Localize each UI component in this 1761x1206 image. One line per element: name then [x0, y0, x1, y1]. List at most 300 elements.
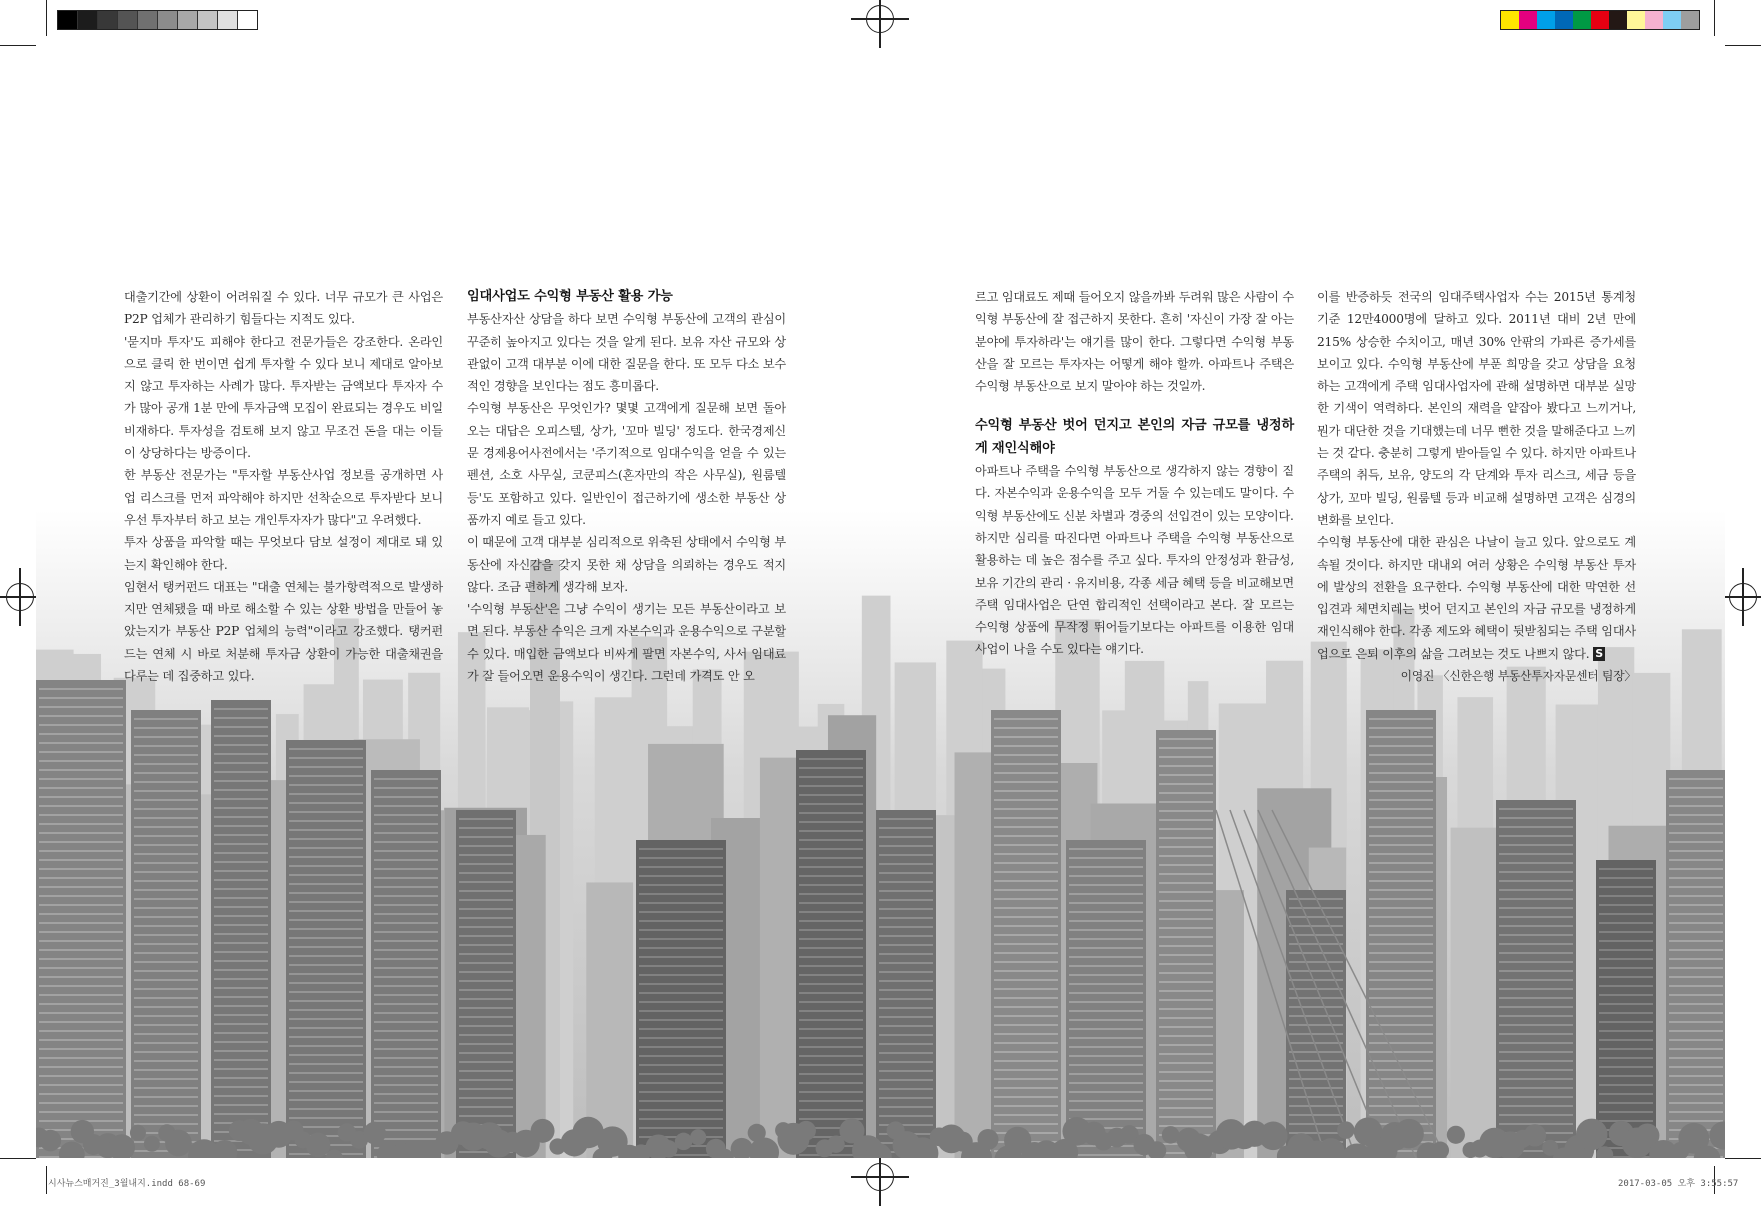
building-window-row: [459, 953, 513, 955]
building-window-row: [1669, 1039, 1723, 1041]
building-window-row: [994, 898, 1058, 900]
building-window-row: [1499, 898, 1573, 900]
building-window-row: [289, 1081, 363, 1083]
building-window-row: [214, 1095, 268, 1097]
building-window-row: [374, 976, 438, 978]
building-window-row: [214, 1050, 268, 1052]
foreground-building: [1666, 770, 1725, 1158]
building-window-row: [134, 862, 198, 864]
article-column-2: [467, 286, 786, 687]
tree-canopy: [796, 1121, 816, 1141]
building-window-row: [1499, 889, 1573, 891]
building-window-row: [1669, 805, 1723, 807]
building-window-row: [1069, 902, 1143, 904]
building-window-row: [639, 1109, 723, 1111]
building-window-row: [1369, 790, 1433, 792]
building-window-row: [459, 827, 513, 829]
building-window-row: [1159, 828, 1213, 830]
building-window-row: [39, 1057, 123, 1059]
building-window-row: [289, 811, 363, 813]
building-window-row: [39, 1066, 123, 1068]
building-window-row: [289, 775, 363, 777]
building-window-row: [459, 917, 513, 919]
building-window-row: [134, 808, 198, 810]
building-window-row: [374, 850, 438, 852]
building-window-row: [994, 1105, 1058, 1107]
tree-canopy: [675, 1133, 692, 1150]
building-window-row: [1499, 1060, 1573, 1062]
building-window-row: [1499, 808, 1573, 810]
foreground-building: [211, 700, 271, 1158]
foreground-building: [371, 770, 441, 1158]
building-window-row: [639, 1073, 723, 1075]
building-window-row: [994, 970, 1058, 972]
building-window-row: [214, 1113, 268, 1115]
building-window-row: [1369, 745, 1433, 747]
building-window-row: [134, 970, 198, 972]
building-window-row: [1499, 1024, 1573, 1026]
building-window-row: [1369, 1096, 1433, 1098]
building-window-row: [1369, 970, 1433, 972]
building-window-row: [39, 886, 123, 888]
building-window-row: [214, 852, 268, 854]
building-window-row: [1499, 1105, 1573, 1107]
building-window-row: [214, 915, 268, 917]
building-window-row: [1369, 925, 1433, 927]
tree-canopy: [40, 1130, 62, 1152]
building-window-row: [1289, 1006, 1343, 1008]
building-window-row: [1499, 1078, 1573, 1080]
building-window-row: [799, 983, 863, 985]
building-window-row: [1669, 940, 1723, 942]
building-window-row: [1599, 1111, 1653, 1113]
building-window-row: [134, 799, 198, 801]
building-window-row: [1369, 826, 1433, 828]
building-window-row: [1069, 1100, 1143, 1102]
building-window-row: [1599, 886, 1653, 888]
building-window-row: [994, 907, 1058, 909]
building-window-row: [1369, 853, 1433, 855]
building-window-row: [214, 708, 268, 710]
building-window-row: [374, 832, 438, 834]
building-window-row: [1069, 1154, 1143, 1156]
building-window-row: [374, 805, 438, 807]
gray-swatch: [118, 11, 138, 29]
building-window-row: [799, 1091, 863, 1093]
building-window-row: [994, 934, 1058, 936]
building-window-row: [879, 944, 933, 946]
building-window-row: [1159, 765, 1213, 767]
building-window-row: [374, 1075, 438, 1077]
building-window-row: [459, 1061, 513, 1063]
building-window-row: [39, 742, 123, 744]
building-window-row: [1599, 895, 1653, 897]
building-window-row: [214, 807, 268, 809]
building-window-row: [1499, 871, 1573, 873]
building-window-row: [134, 736, 198, 738]
building-window-row: [39, 733, 123, 735]
building-window-row: [459, 1079, 513, 1081]
building-window-row: [39, 1048, 123, 1050]
building-window-row: [39, 1093, 123, 1095]
building-window-row: [134, 1060, 198, 1062]
building-window-row: [799, 767, 863, 769]
building-window-row: [879, 881, 933, 883]
building-window-row: [39, 1021, 123, 1023]
building-window-row: [134, 889, 198, 891]
crop-mark: [46, 1166, 47, 1194]
building-window-row: [374, 1021, 438, 1023]
building-window-row: [1069, 848, 1143, 850]
building-window-row: [1499, 979, 1573, 981]
building-window-row: [1069, 974, 1143, 976]
building-window-row: [1499, 907, 1573, 909]
building-window-row: [1669, 1093, 1723, 1095]
building-window-row: [134, 1114, 198, 1116]
building-window-row: [994, 754, 1058, 756]
building-window-row: [1069, 866, 1143, 868]
building-window-row: [799, 1028, 863, 1030]
building-window-row: [1669, 1102, 1723, 1104]
building-window-row: [1499, 1042, 1573, 1044]
building-window-row: [879, 908, 933, 910]
building-window-row: [1599, 1039, 1653, 1041]
building-window-row: [639, 1037, 723, 1039]
building-window-row: [1069, 938, 1143, 940]
building-window-row: [134, 1105, 198, 1107]
building-window-row: [994, 817, 1058, 819]
building-window-row: [1599, 868, 1653, 870]
building-window-row: [1159, 990, 1213, 992]
building-window-row: [39, 1075, 123, 1077]
building-window-row: [289, 1063, 363, 1065]
building-window-row: [39, 949, 123, 951]
body-paragraph: 대출기간에 상환이 어려워질 수 있다. 너무 규모가 큰 사업은 P2P 업체가 관리하기 힘들다는 지적도 있다.: [124, 290, 443, 327]
building-window-row: [134, 925, 198, 927]
foreground-building: [796, 750, 866, 1158]
building-window-row: [39, 760, 123, 762]
building-window-row: [134, 988, 198, 990]
building-window-row: [214, 1086, 268, 1088]
building-window-row: [799, 857, 863, 859]
building-window-row: [39, 778, 123, 780]
building-window-row: [1669, 868, 1723, 870]
building-window-row: [1499, 817, 1573, 819]
building-window-row: [134, 772, 198, 774]
building-window-row: [1669, 832, 1723, 834]
building-window-row: [1669, 913, 1723, 915]
building-window-row: [289, 892, 363, 894]
building-window-row: [289, 928, 363, 930]
building-window-row: [799, 1010, 863, 1012]
building-window-row: [214, 816, 268, 818]
building-window-row: [879, 1088, 933, 1090]
building-window-row: [1599, 877, 1653, 879]
color-swatch: [1627, 11, 1645, 29]
building-window-row: [879, 926, 933, 928]
building-window-row: [994, 943, 1058, 945]
building-window-row: [1369, 979, 1433, 981]
building-window-row: [994, 1024, 1058, 1026]
building-window-row: [1669, 994, 1723, 996]
building-window-row: [1369, 808, 1433, 810]
building-window-row: [1159, 864, 1213, 866]
building-window-row: [1499, 862, 1573, 864]
tree-canopy: [1394, 1119, 1424, 1149]
building-window-row: [1669, 895, 1723, 897]
building-window-row: [374, 1093, 438, 1095]
body-paragraph: 하지만 심리를 따진다면 아파트나 주택을 수익형 부동산으로 활용하는 데 높은 점수를 주고 싶다. 투자의 안정성과 환금성, 보유 기간의 관리 · 유지비용, 각종 세금 혜택 등을 비교해보면 주택 임대사업은 단연 합리적인 선택이라고 본다. 잘 모르는 수익형 상품에 무작정 뛰어들기보다는 아파트를 이용한 임대사업이 나을 수도 있다는 얘기다.: [975, 530, 1294, 657]
building-window-row: [1599, 1093, 1653, 1095]
registration-mark-right: [1729, 583, 1757, 611]
building-window-row: [799, 839, 863, 841]
building-window-row: [374, 1039, 438, 1041]
body-paragraph: 부동산자산 상담을 하다 보면 수익형 부동산에 고객의 관심이 꾸준히 높아지고 있다는 것을 알게 된다. 보유 자산 규모와 상관없이 고객 대부분 이에 대한 질문을 한다. 또 모두 다소 보수적인 경향을 보인다는 점도 흥미롭다.: [467, 312, 786, 394]
building-window-row: [1159, 963, 1213, 965]
building-window-row: [39, 1102, 123, 1104]
building-window-row: [1159, 810, 1213, 812]
building-window-row: [289, 838, 363, 840]
building-window-row: [459, 863, 513, 865]
building-window-row: [459, 1016, 513, 1018]
building-window-row: [134, 907, 198, 909]
building-window-row: [1369, 988, 1433, 990]
building-window-row: [879, 1016, 933, 1018]
crop-mark: [46, 0, 47, 36]
gray-swatch: [218, 11, 238, 29]
building-window-row: [39, 922, 123, 924]
building-window-row: [289, 946, 363, 948]
building-window-row: [1159, 801, 1213, 803]
building-window-row: [1669, 1012, 1723, 1014]
building-window-row: [639, 920, 723, 922]
building-window-row: [1599, 1084, 1653, 1086]
building-window-row: [214, 735, 268, 737]
building-window-row: [374, 1030, 438, 1032]
building-window-row: [1369, 718, 1433, 720]
building-window-row: [1369, 799, 1433, 801]
building-window-row: [1599, 1057, 1653, 1059]
building-window-row: [1159, 1035, 1213, 1037]
building-window-row: [1069, 1082, 1143, 1084]
building-window-row: [214, 717, 268, 719]
building-window-row: [1369, 1060, 1433, 1062]
building-window-row: [639, 1118, 723, 1120]
building-window-row: [1669, 823, 1723, 825]
building-window-row: [374, 823, 438, 825]
building-window-row: [134, 898, 198, 900]
building-window-row: [994, 1033, 1058, 1035]
body-paragraph: 투자 상품을 파악할 때는 무엇보다 담보 설정이 제대로 돼 있는지 확인해야 한다.: [124, 535, 443, 572]
building-window-row: [639, 1001, 723, 1003]
building-window-row: [1369, 934, 1433, 936]
building-window-row: [994, 1078, 1058, 1080]
building-window-row: [1159, 783, 1213, 785]
building-window-row: [799, 866, 863, 868]
building-window-row: [879, 899, 933, 901]
building-window-row: [994, 844, 1058, 846]
building-window-row: [134, 727, 198, 729]
building-window-row: [1159, 945, 1213, 947]
building-window-row: [1369, 1051, 1433, 1053]
building-window-row: [459, 1106, 513, 1108]
building-window-row: [459, 854, 513, 856]
article-column-1: [124, 286, 443, 687]
building-window-row: [1159, 774, 1213, 776]
building-window-row: [134, 1033, 198, 1035]
building-window-row: [1369, 952, 1433, 954]
building-window-row: [459, 908, 513, 910]
building-window-row: [1669, 886, 1723, 888]
building-window-row: [134, 1096, 198, 1098]
building-window-row: [1369, 817, 1433, 819]
building-window-row: [1069, 983, 1143, 985]
building-window-row: [39, 967, 123, 969]
crop-mark: [0, 1158, 36, 1159]
building-window-row: [1369, 961, 1433, 963]
building-window-row: [1499, 961, 1573, 963]
building-window-row: [134, 1078, 198, 1080]
building-window-row: [1599, 1075, 1653, 1077]
building-window-row: [214, 1041, 268, 1043]
building-window-row: [994, 763, 1058, 765]
building-window-row: [1369, 754, 1433, 756]
midground-building: [586, 882, 633, 1158]
building-window-row: [214, 861, 268, 863]
building-window-row: [289, 1099, 363, 1101]
building-window-row: [39, 859, 123, 861]
building-window-row: [1599, 1102, 1653, 1104]
building-window-row: [289, 1045, 363, 1047]
building-window-row: [214, 1077, 268, 1079]
building-window-row: [639, 974, 723, 976]
building-window-row: [1159, 1008, 1213, 1010]
building-window-row: [374, 778, 438, 780]
building-window-row: [289, 1027, 363, 1029]
building-window-row: [39, 994, 123, 996]
building-window-row: [1599, 949, 1653, 951]
building-window-row: [1599, 1021, 1653, 1023]
building-window-row: [1289, 1060, 1343, 1062]
building-window-row: [134, 1015, 198, 1017]
body-paragraph: 한 부동산 전문가는 "투자할 부동산사업 정보를 공개하면 사업 리스크를 먼저 파악해야 하지만 선착순으로 투자받다 보니 우선 투자부터 하고 보는 개인투자자가 많다"고 우려했다.: [124, 468, 443, 527]
building-window-row: [1599, 904, 1653, 906]
building-window-row: [1069, 1064, 1143, 1066]
building-window-row: [289, 1018, 363, 1020]
building-window-row: [134, 853, 198, 855]
building-window-row: [1599, 931, 1653, 933]
gray-swatch: [58, 11, 78, 29]
building-window-row: [134, 1042, 198, 1044]
building-window-row: [214, 1104, 268, 1106]
building-window-row: [459, 935, 513, 937]
building-window-row: [374, 994, 438, 996]
building-window-row: [39, 1111, 123, 1113]
building-window-row: [639, 848, 723, 850]
building-window-row: [879, 935, 933, 937]
building-window-row: [1369, 862, 1433, 864]
building-window-row: [879, 962, 933, 964]
tree-canopy: [531, 1119, 555, 1143]
building-window-row: [214, 834, 268, 836]
building-window-row: [639, 1082, 723, 1084]
building-window-row: [39, 697, 123, 699]
building-window-row: [1669, 985, 1723, 987]
building-window-row: [1599, 940, 1653, 942]
building-window-row: [879, 1106, 933, 1108]
building-window-row: [639, 1028, 723, 1030]
building-window-row: [994, 808, 1058, 810]
building-window-row: [459, 818, 513, 820]
building-window-row: [289, 874, 363, 876]
building-window-row: [799, 974, 863, 976]
building-window-row: [39, 1084, 123, 1086]
building-window-row: [1289, 907, 1343, 909]
building-window-row: [134, 1069, 198, 1071]
building-window-row: [214, 1059, 268, 1061]
building-window-row: [994, 1069, 1058, 1071]
building-window-row: [799, 776, 863, 778]
building-window-row: [1669, 1048, 1723, 1050]
building-window-row: [459, 971, 513, 973]
building-window-row: [994, 745, 1058, 747]
building-window-row: [994, 997, 1058, 999]
building-window-row: [374, 940, 438, 942]
color-swatch: [1663, 11, 1681, 29]
building-window-row: [639, 1019, 723, 1021]
building-window-row: [374, 1057, 438, 1059]
building-window-row: [289, 793, 363, 795]
building-window-row: [1159, 900, 1213, 902]
building-window-row: [1669, 1066, 1723, 1068]
building-window-row: [289, 973, 363, 975]
building-window-row: [799, 884, 863, 886]
building-window-row: [214, 771, 268, 773]
building-window-row: [459, 845, 513, 847]
building-window-row: [459, 1007, 513, 1009]
building-window-row: [289, 937, 363, 939]
building-window-row: [214, 969, 268, 971]
building-window-row: [879, 827, 933, 829]
building-window-row: [289, 748, 363, 750]
building-window-row: [1069, 1091, 1143, 1093]
building-window-row: [214, 888, 268, 890]
building-window-row: [994, 826, 1058, 828]
registration-mark-top: [866, 5, 894, 33]
building-window-row: [1289, 952, 1343, 954]
building-window-row: [39, 877, 123, 879]
building-window-row: [1069, 1010, 1143, 1012]
building-window-row: [994, 925, 1058, 927]
building-window-row: [39, 985, 123, 987]
building-window-row: [134, 952, 198, 954]
building-window-row: [134, 745, 198, 747]
building-window-row: [1499, 925, 1573, 927]
building-window-row: [799, 920, 863, 922]
building-window-row: [1669, 976, 1723, 978]
building-window-row: [879, 1097, 933, 1099]
building-window-row: [1069, 1028, 1143, 1030]
building-window-row: [1669, 859, 1723, 861]
building-window-row: [879, 971, 933, 973]
building-window-row: [1499, 1069, 1573, 1071]
building-window-row: [459, 1097, 513, 1099]
building-window-row: [1669, 931, 1723, 933]
building-window-row: [994, 988, 1058, 990]
building-window-row: [459, 989, 513, 991]
building-window-row: [1669, 1075, 1723, 1077]
building-window-row: [1159, 918, 1213, 920]
